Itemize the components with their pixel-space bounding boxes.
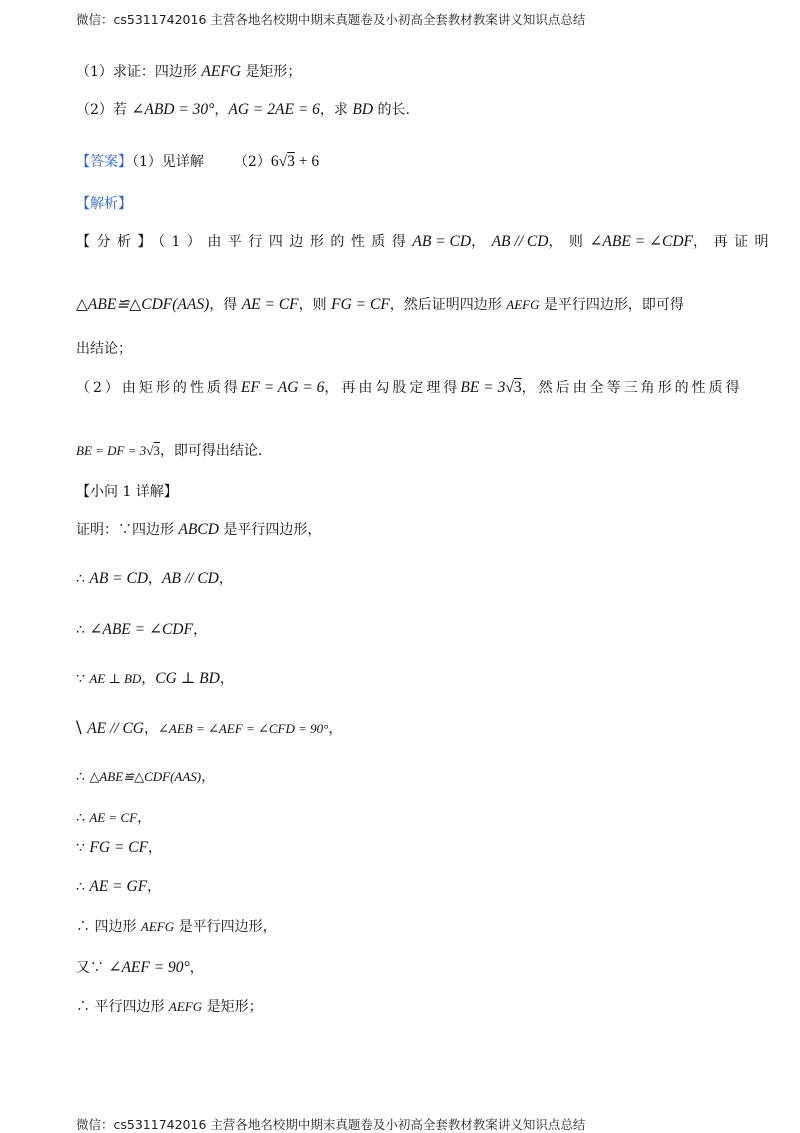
sqrt-radicand: 3 [513,379,522,396]
math: AB = CD [412,233,472,250]
math: AE = CF [89,810,138,825]
math: ABCD [178,521,219,538]
analysis-label [76,194,132,214]
text: ∴ [76,879,90,895]
math: AEFG [506,297,540,312]
text: \ [76,718,88,738]
text: ，则 [298,297,332,313]
text: ， [328,721,343,737]
text: ∴ [76,622,90,638]
analysis-label-text: 【解析】 [76,196,132,212]
solution-step-8 [76,838,162,858]
text: ， [218,571,233,587]
answer-line [76,152,319,172]
page-header: 微信：cs5311742016 主营各地名校期中期末真题卷及小初高全套教材教案讲义知识点总结 [76,12,586,27]
text: ∴ [76,571,90,587]
text: ， [148,840,163,856]
math: ∠ABD = 30° [131,101,215,118]
page-footer: 微信：cs5311742016 主营各地名校期中期末真题卷及小初高全套教材教案讲义知识点总结 [76,1117,586,1132]
text: ，再证明 [693,234,776,250]
sqrt-sign: √ [505,379,514,396]
math: △ABE≌△CDF(AAS) [76,296,210,313]
math: AEFG [168,999,203,1014]
text: ，再由勾股定理得 [324,380,461,396]
solution-step-7 [76,808,151,828]
solution-step-4 [76,669,234,689]
text: 的长. [373,102,410,118]
math: ∠AEB = ∠AEF = ∠CFD = 90° [157,721,329,736]
math-part: BE = 3 [460,379,506,396]
math-part: + 6 [294,153,320,170]
text: ，求 [319,102,353,118]
math: AEFG [201,63,241,80]
text: 出结论； [76,341,132,357]
text: 【分析】（1）由平行四边形的性质得 [76,234,413,250]
text: ∵ [76,840,90,856]
text: 是平行四边形，即可得 [539,297,684,313]
math: ∠AEF = 90° [108,959,190,976]
text: ， [147,879,162,895]
text: 是矩形； [202,999,263,1015]
math: AB // CD [491,233,549,250]
question-part-1 [76,62,301,82]
text: ，即可得出结论. [159,443,263,459]
text: （2）由矩形的性质得 [76,380,241,396]
math: ∠ABE = ∠CDF [589,233,694,250]
text: ， [143,721,158,737]
text: ，然后由全等三角形的性质得 [521,380,743,396]
math: AG = 2AE = 6 [228,101,320,118]
math: AB = CD [89,570,149,587]
math [76,443,160,458]
solution-step-3 [76,620,207,640]
math: △ABE≌△CDF(AAS) [89,769,202,784]
text: ， [192,622,207,638]
analysis-line-4 [76,378,743,398]
answer-label: 【答案】 [76,154,132,170]
text: 证明：∵四边形 [76,522,179,538]
text: ， [137,810,152,826]
solution-step-12 [76,997,263,1017]
analysis-line-1 [76,232,775,252]
analysis-line-3 [76,339,132,359]
math: BD [352,101,374,118]
text: ， [201,769,216,785]
math: CG ⊥ BD [155,670,220,687]
text: ∴ 四边形 [76,919,141,935]
solution-step-10 [76,917,277,937]
math: AB // CD [162,570,219,587]
text: ， [214,102,229,118]
solution-label-text: 【小问 1 详解】 [76,484,178,500]
text: ∴ [76,769,90,785]
analysis-line-5 [76,441,262,461]
text: ∴ [76,810,90,826]
solution-step-2 [76,569,233,589]
text: （2）若 [76,102,132,118]
question-part-2 [76,100,410,120]
text: ∵ [76,671,90,687]
analysis-line-2 [76,295,684,315]
math: FG = CF [331,296,390,313]
math: AEFG [140,919,175,934]
math: AE = GF [89,878,148,895]
math: AE = CF [241,296,299,313]
text: 又∵ [76,960,109,976]
solution-label [76,482,178,502]
text: ， [148,571,163,587]
text: ， [219,671,234,687]
math: ∠ABE = ∠CDF [89,621,193,638]
text: （1）见详解 [132,154,204,170]
text: 是矩形； [240,64,302,80]
text: 是平行四边形， [218,522,322,538]
sqrt-sign: √ [146,443,154,458]
text: （2） [233,154,271,170]
text: ， [189,960,204,976]
math: EF = AG = 6 [240,379,325,396]
math-part: 6 [270,153,279,170]
solution-step-6 [76,767,215,787]
text: 是平行四边形， [174,919,277,935]
math [460,379,521,396]
text: ，得 [209,297,242,313]
text: ，则 [548,234,590,250]
text: ∴ 平行四边形 [76,999,169,1015]
math: AE // CG [87,720,144,737]
solution-step-1 [76,520,321,540]
solution-step-5 [76,718,342,739]
solution-step-11 [76,958,204,978]
text: ，然后证明四边形 [389,297,507,313]
sqrt-radicand: 3 [153,443,160,458]
math: AE ⊥ BD [89,671,142,686]
math-part: BE = DF = 3 [76,443,147,458]
math: FG = CF [89,839,149,856]
text: ， [471,234,492,250]
sqrt-radicand: 3 [287,153,295,170]
text: ， [141,671,156,687]
text: （1）求证：四边形 [76,64,202,80]
math: 6√3 + 6 [270,153,320,170]
solution-step-9 [76,877,161,897]
